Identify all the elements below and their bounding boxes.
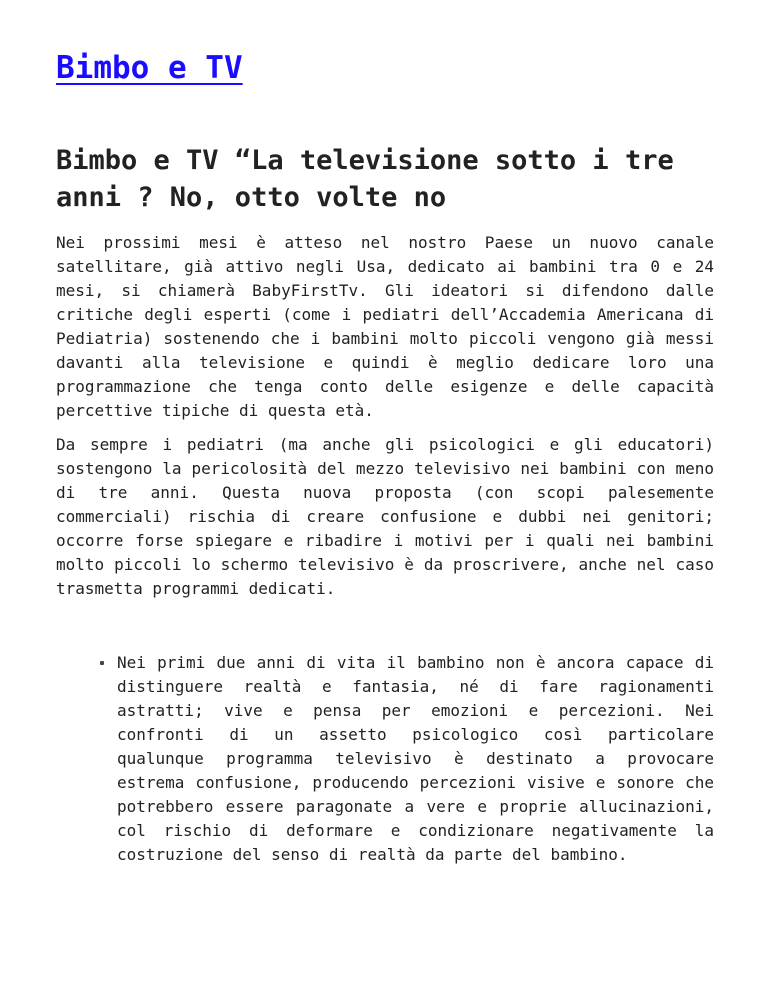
article-paragraph: Nei prossimi mesi è atteso nel nostro Paese un nuovo canale satellitare, già attivo negli Usa, dedicato ai bambini tra 0 e 24 mesi, si chiamerà BabyFirstTv. Gli ideatori si difendono dalle critiche degli esperti (come i pediatri dell’Accademia Americana di Pediatria) sostenendo che i bambini molto piccoli vengono già messi davanti alla televisione e quindi è meglio dedicare loro una programmazione che tenga conto delle esigenze e delle capacità percettive tipiche di questa età. (56, 233, 714, 421)
bullet-icon (100, 661, 104, 665)
page-content (56, 50, 714, 867)
article-title: Bimbo e TV “La televisione sotto i tre anni ? No, otto volte no (56, 145, 674, 214)
bullet-list (100, 651, 714, 867)
list-item-text: Nei primi due anni di vita il bambino non è ancora capace di distinguere realtà e fantasia, né di fare ragionamenti astratti; vive e pensa per emozioni e percezioni. Nei confronti di un assetto psicologico così particolare qualunque programma televisivo è destinato a provocare estrema confusione, producendo percezioni visive e sonore che potrebbero essere paragonate a vere e proprie allucinazioni, col rischio di deformare e condizionare negativamente la costruzione del senso di realtà da parte del bambino. (117, 653, 714, 865)
site-title-link[interactable]: Bimbo e TV (56, 50, 243, 86)
article-paragraph: Da sempre i pediatri (ma anche gli psicologici e gli educatori) sostengono la pericolosità del mezzo televisivo nei bambini con meno di tre anni. Questa nuova proposta (con scopi palesemente commerciali) rischia di creare confusione e dubbi nei genitori; occorre forse spiegare e ribadire i motivi per i quali nei bambini molto piccoli lo schermo televisivo è da proscrivere, anche nel caso trasmetta programmi dedicati. (56, 435, 714, 599)
list-item (100, 651, 714, 867)
